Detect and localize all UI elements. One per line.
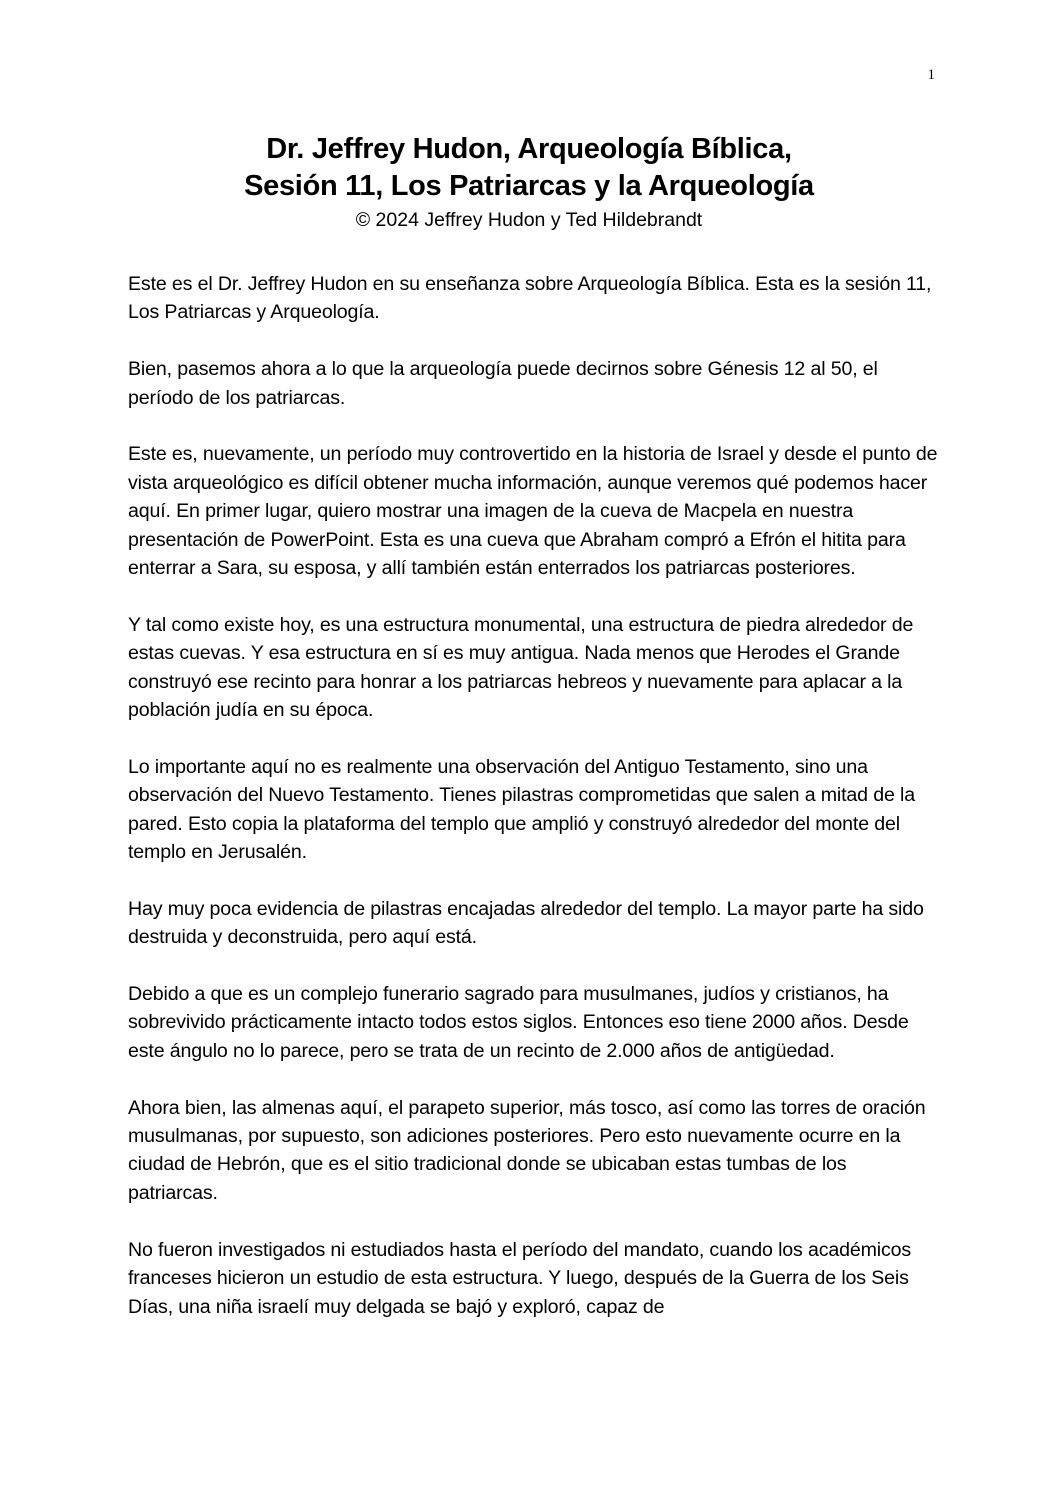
document-title-line-2: Sesión 11, Los Patriarcas y la Arqueología bbox=[244, 170, 814, 202]
document-body bbox=[128, 270, 938, 1349]
paragraph-monumental-structure: Y tal como existe hoy, es una estructura monumental, una estructura de piedra alrededor de estas cuevas. Y esa estructura en sí es muy antigua. Nada menos que Herodes el Grande construyó ese recinto para honrar a los patriarcas hebreos y nuevamente para aplacar a la población judía en su época. bbox=[128, 613, 914, 722]
paragraph-intro: Este es el Dr. Jeffrey Hudon en su enseñanza sobre Arqueología Bíblica. Esta es la sesión 11, Los Patriarcas y Arqueología. bbox=[128, 273, 932, 324]
paragraph-pilasters-evidence: Hay muy poca evidencia de pilastras encajadas alrededor del templo. La mayor parte ha sido destruida y deconstruida, pero aquí está. bbox=[128, 897, 924, 949]
paragraph-later-additions: Ahora bien, las almenas aquí, el parapeto superior, más tosco, así como las torres de oración musulmanas, por supuesto, son adiciones posteriores. Pero esto nuevamente ocurre en la ciudad de Hebrón, que es el sitio tradicional donde se ubicaban estas tumbas de los patriarcas. bbox=[128, 1096, 926, 1204]
document-header bbox=[0, 131, 1058, 233]
paragraph-investigation-history: No fueron investigados ni estudiados hasta el período del mandato, cuando los académicos franceses hicieron un estudio de esta estructura. Y luego, después de la Guerra de los Seis Días, una niña israelí muy delgada se bajó y exploró, capaz de bbox=[128, 1238, 912, 1318]
page-number: 1 bbox=[927, 67, 935, 83]
paragraph-funerary-complex: Debido a que es un complejo funerario sagrado para musulmanes, judíos y cristianos, ha sobrevivido prácticamente intacto todos estos siglos. Entonces eso tiene 2000 años. Desde este ángulo no lo parece, pero se trata de un recinto de 2.000 años de antigüedad. bbox=[128, 983, 909, 1062]
document-title-line-1: Dr. Jeffrey Hudon, Arqueología Bíblica, bbox=[266, 133, 792, 165]
paragraph-macpela-cave: Este es, nuevamente, un período muy controvertido en la historia de Israel y desde el punto de vista arqueológico es difícil obtener mucha información, aunque veremos qué podemos hacer aquí. En primer lugar, quiero mostrar una imagen de la cueva de Macpela en nuestra presentación de PowerPoint. Esta es una cueva que Abraham compró a Efrón el hitita para enterrar a Sara, su esposa, y allí también están enterrados los patriarcas posteriores. bbox=[128, 443, 938, 580]
paragraph-genesis-period: Bien, pasemos ahora a lo que la arqueología puede decirnos sobre Génesis 12 al 50, el período de los patriarcas. bbox=[128, 358, 878, 409]
paragraph-new-testament-observation: Lo importante aquí no es realmente una observación del Antiguo Testamento, sino una observación del Nuevo Testamento. Tienes pilastras comprometidas que salen a mitad de la pared. Esto copia la plataforma del templo que amplió y construyó alrededor del monte del templo en Jerusalén. bbox=[128, 755, 915, 864]
copyright-notice: © 2024 Jeffrey Hudon y Ted Hildebrandt bbox=[355, 209, 703, 231]
